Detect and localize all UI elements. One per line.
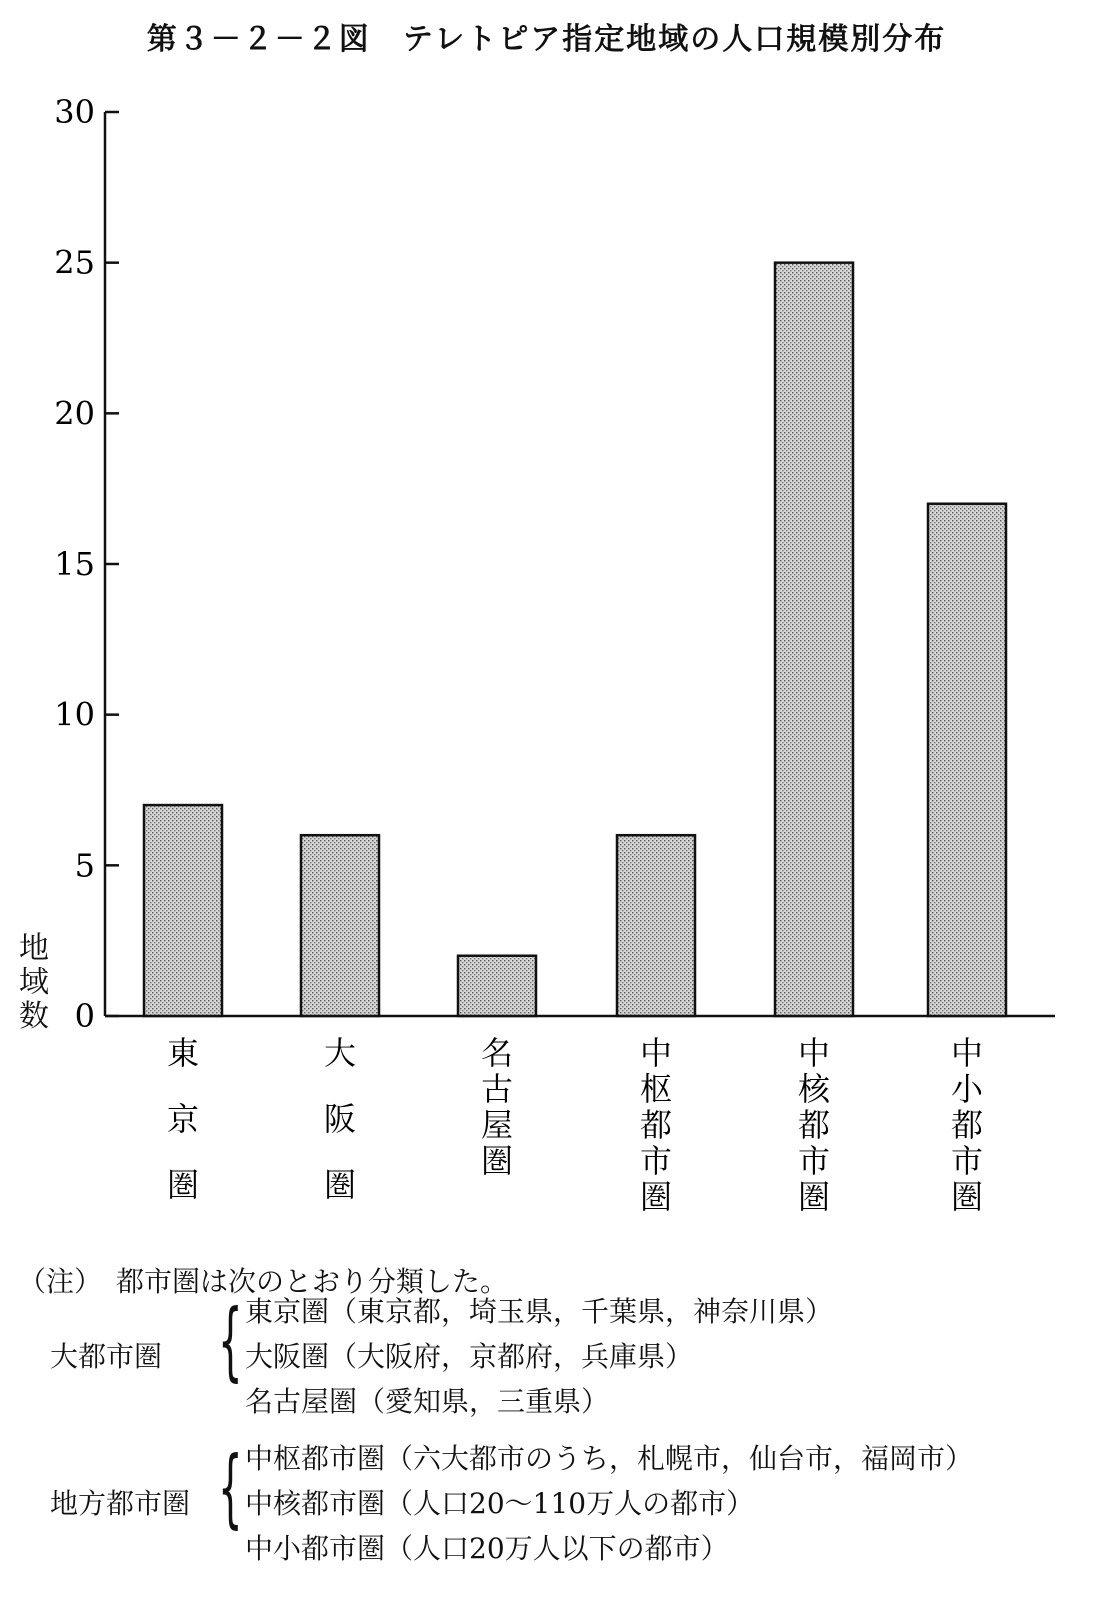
x-tick-label: 名古屋圏 [480,1034,514,1180]
bar [617,835,695,1016]
note-group-name: 大都市圏 [50,1340,163,1373]
note-intro: （注） 都市圏は次のとおり分類した。 [18,1265,509,1298]
note-item: 中枢都市圏（六大都市のうち，札幌市，仙台市，福岡市） [245,1442,974,1475]
note-group-name: 地方都市圏 [50,1487,191,1520]
bar [458,956,536,1016]
y-axis-ticks [54,93,119,1035]
brace-icon: { [218,1291,243,1391]
y-tick-label: 15 [54,545,95,583]
brace-icon: { [218,1438,243,1538]
note-item: 東京圏（東京都，埼玉県，千葉県，神奈川県） [245,1295,834,1328]
note-item: 中核都市圏（人口20～110万人の都市） [245,1487,755,1520]
y-axis-label: 地 域 数 [19,931,49,1034]
x-tick-label: 大阪圏 [323,1034,357,1204]
bar [301,835,379,1016]
bar [928,504,1006,1016]
x-axis-labels [167,1034,984,1216]
notes [0,1260,1093,1610]
x-tick-label: 東京圏 [166,1034,200,1204]
y-tick-label: 25 [54,243,95,282]
bar [775,263,853,1016]
y-tick-label: 20 [54,394,95,433]
x-tick-label: 中枢都市圏 [639,1034,673,1216]
y-tick-label: 0 [74,997,95,1035]
chart-title: 第３－２－２図 テレトピア指定地域の人口規模別分布 [146,22,947,57]
bars [144,263,1006,1016]
note-item: 名古屋圏（愛知県，三重県） [245,1385,610,1418]
note-item: 大阪圏（大阪府，京都府，兵庫県） [245,1340,694,1373]
bar [144,805,222,1016]
note-item: 中小都市圏（人口20万人以下の都市） [245,1532,729,1565]
y-tick-label: 10 [54,695,95,734]
x-tick-label: 中小都市圏 [950,1034,984,1216]
y-tick-label: 30 [54,93,95,131]
y-tick-label: 5 [74,846,95,885]
x-tick-label: 中核都市圏 [797,1034,831,1216]
